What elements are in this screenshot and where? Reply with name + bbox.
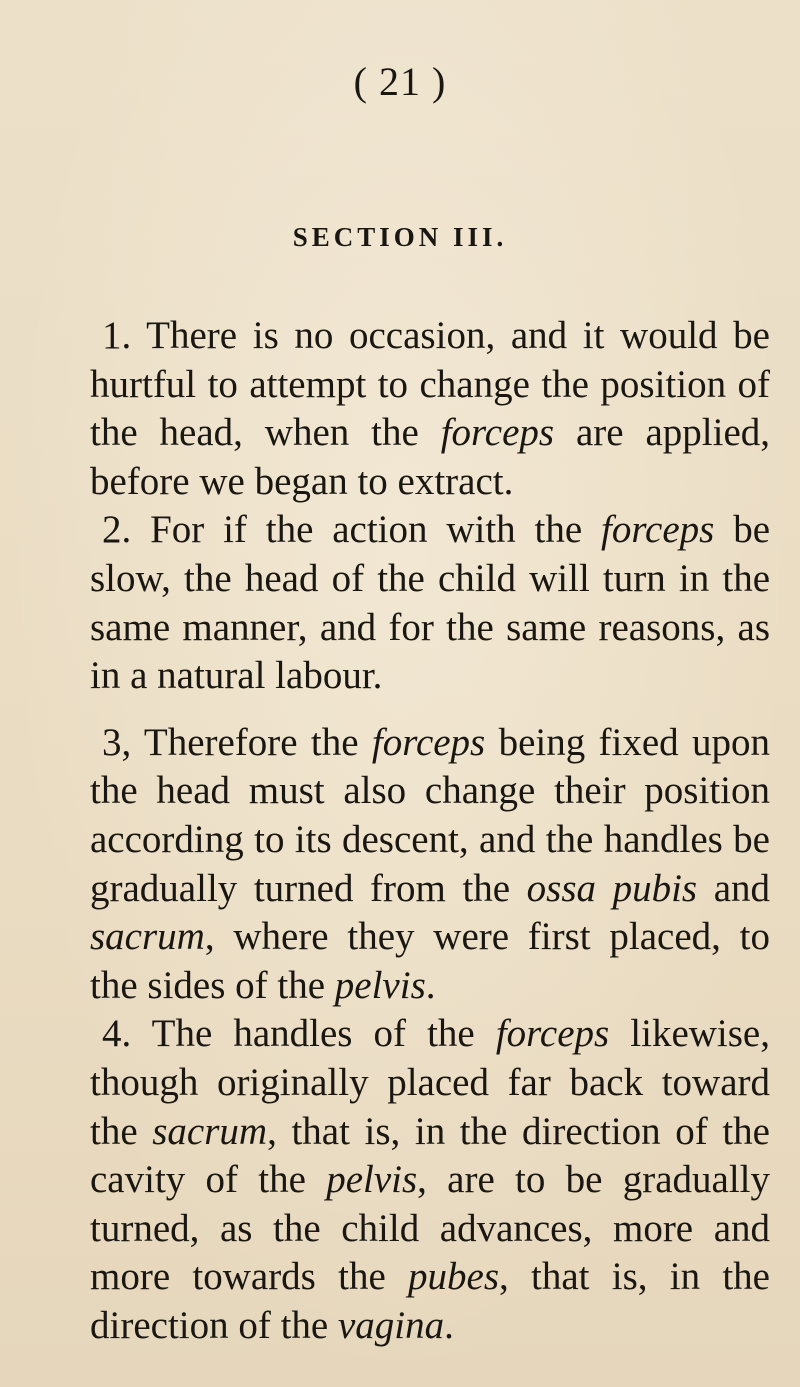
paragraph-2 bbox=[90, 506, 770, 700]
text-run: likewise, though originally placed far back toward the bbox=[90, 1012, 770, 1153]
paragraph-number: 1. bbox=[102, 314, 132, 357]
text-run: being fixed upon the head must also change their position according to its descent, and the handles be gradually turned from the bbox=[90, 720, 770, 910]
italic-term: forceps bbox=[371, 720, 486, 764]
text-run: , that is, in the direction of the bbox=[90, 1255, 770, 1347]
text-run: are applied, before we began to extract. bbox=[90, 411, 771, 503]
italic-term: vagina bbox=[338, 1303, 445, 1347]
italic-term: forceps bbox=[495, 1012, 610, 1056]
italic-term: sacrum bbox=[152, 1109, 268, 1153]
text-run: The handles of the bbox=[131, 1012, 496, 1056]
text-run: , where they were first placed, to the sides of the bbox=[90, 915, 770, 1007]
text-run: There is no occasion, and it would be hurtful to attempt to change the position of the head, when the bbox=[90, 314, 770, 455]
paragraph-number: 4. bbox=[102, 1012, 132, 1056]
italic-term: pelvis bbox=[334, 963, 426, 1007]
body-text bbox=[90, 312, 770, 1350]
text-run: . bbox=[444, 1303, 454, 1347]
italic-term: ossa pubis bbox=[526, 866, 698, 910]
italic-term: forceps bbox=[600, 508, 715, 552]
text-run: , are to be gradually turned, as the child advances, more and more towards the bbox=[90, 1158, 770, 1299]
section-heading: SECTION III. bbox=[292, 222, 508, 252]
italic-term: sacrum bbox=[90, 915, 205, 959]
paragraph-4 bbox=[90, 1010, 770, 1350]
paragraph-3 bbox=[90, 719, 770, 1011]
text-run: be slow, the head of the child will turn in the same manner, and for the same reasons, as in a natural labour. bbox=[90, 508, 770, 698]
italic-term: pubes bbox=[408, 1255, 500, 1299]
text-run: . bbox=[425, 963, 436, 1007]
italic-term: forceps bbox=[440, 411, 555, 455]
paragraph-number: 2. bbox=[102, 508, 132, 552]
paragraph-number: 3, bbox=[102, 720, 132, 764]
text-run: Therefore the bbox=[131, 720, 372, 764]
page-number: ( 21 ) bbox=[353, 59, 447, 104]
text-run: For if the action with the bbox=[131, 508, 601, 552]
text-run: and bbox=[697, 866, 771, 910]
paragraph-1 bbox=[90, 312, 770, 506]
italic-term: pelvis bbox=[326, 1158, 418, 1202]
text-run: , that is, in the direction of the cavity of the bbox=[90, 1109, 770, 1202]
